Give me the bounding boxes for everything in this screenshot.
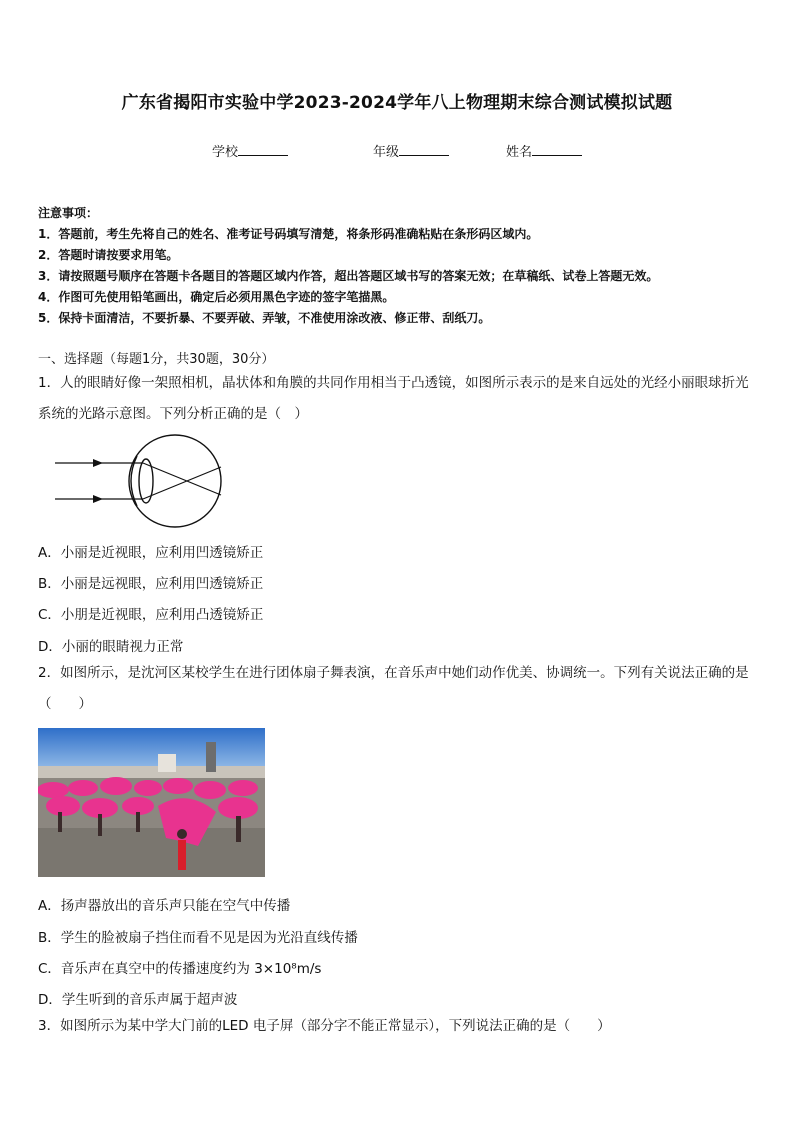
question-2-option-d: D．学生听到的音乐声属于超声波 [38,992,238,1008]
fan-dance-photo [38,728,265,877]
notes-heading: 注意事项： [38,206,99,220]
note-item: 3．请按照题号顺序在答题卡各题目的答题区域内作答，超出答题区域书写的答案无效；在草稿纸、试卷上答题无效。 [38,269,659,283]
grade-field [373,141,449,160]
question-2-option-a: A．扬声器放出的音乐声只能在空气中传播 [38,898,291,914]
grade-label: 年级 [373,145,400,160]
grade-blank [399,143,449,156]
question-1-option-a: A．小丽是近视眼，应利用凹透镜矫正 [38,545,264,561]
question-2-option-b: B．学生的脸被扇子挡住而看不见是因为光沿直线传播 [38,930,358,946]
question-1-stem: 1．人的眼睛好像一架照相机，晶状体和角膜的共同作用相当于凸透镜，如图所示表示的是来自远处的光经小丽眼球折光系统的光路示意图。下列分析正确的是（ ） [38,375,749,422]
school-label: 学校 [212,145,239,160]
name-label: 姓名 [506,145,533,160]
note-item: 2．答题时请按要求用笔。 [38,248,179,262]
section-heading: 一、选择题（每题1分，共30题，30分） [38,352,275,367]
note-item: 4．作图可先使用铅笔画出，确定后必须用黑色字迹的签字笔描黑。 [38,290,395,304]
eye-diagram [55,432,225,530]
note-item: 1．答题前，考生先将自己的姓名、准考证号码填写清楚，将条形码准确粘贴在条形码区域内。 [38,227,539,241]
question-2-stem: 2．如图所示，是沈河区某校学生在进行团体扇子舞表演，在音乐声中她们动作优美、协调统一。下列有关说法正确的是（ ） [38,665,749,712]
school-blank [238,143,288,156]
question-3-stem: 3．如图所示为某中学大门前的LED 电子屏（部分字不能正常显示），下列说法正确的是（ ） [38,1018,611,1034]
question-1-option-b: B．小丽是远视眼，应利用凹透镜矫正 [38,576,264,592]
question-1-option-d: D．小丽的眼睛视力正常 [38,639,184,655]
note-item: 5．保持卡面清洁，不要折暴、不要弄破、弄皱，不准使用涂改液、修正带、刮纸刀。 [38,311,491,325]
name-field [506,141,582,160]
notes-block [38,203,658,329]
question-2-option-c: C．音乐声在真空中的传播速度约为 3×10⁸m/s [38,961,322,977]
exam-title: 广东省揭阳市实验中学2023-2024学年八上物理期末综合测试模拟试题 [121,93,673,113]
school-field [212,141,288,160]
question-1-option-c: C．小朋是近视眼，应利用凸透镜矫正 [38,607,264,623]
name-blank [532,143,582,156]
